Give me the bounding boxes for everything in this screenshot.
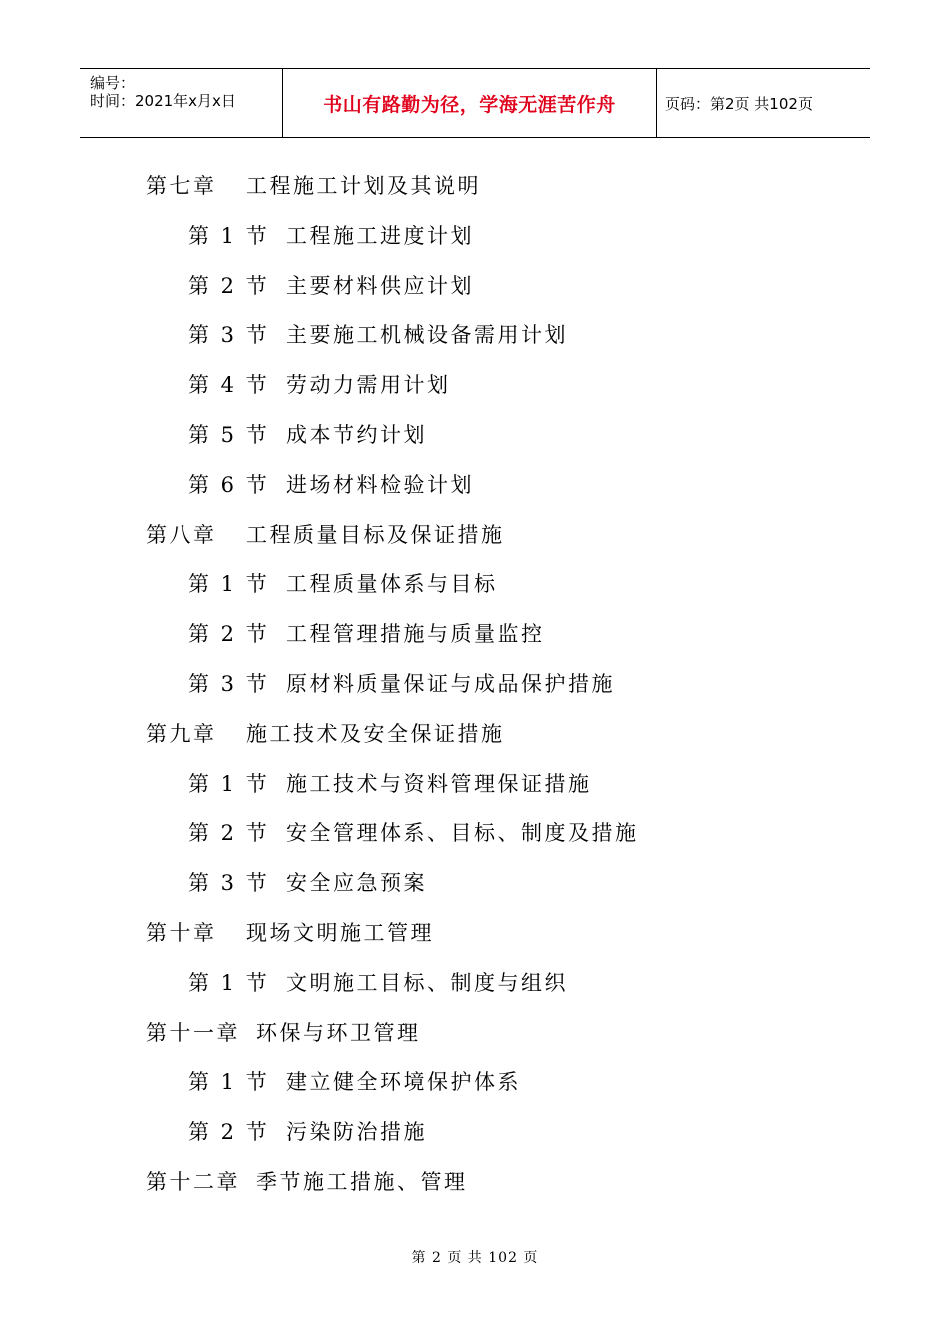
section-title: 建立健全环境保护体系	[286, 1070, 521, 1095]
chapter-title: 现场文明施工管理	[246, 921, 434, 945]
section-title: 工程管理措施与质量监控	[286, 622, 545, 647]
section-number: 第 1 节	[188, 1070, 270, 1095]
toc-section	[188, 967, 568, 997]
chapter-number: 第十一章	[146, 1020, 240, 1045]
toc-chapter	[146, 170, 481, 200]
section-title: 文明施工目标、制度与组织	[286, 970, 568, 995]
section-number: 第 2 节	[188, 622, 270, 647]
section-number: 第 3 节	[188, 323, 270, 348]
section-number: 第 1 节	[188, 572, 270, 597]
chapter-number: 第十二章	[146, 1170, 240, 1194]
chapter-number: 第八章	[146, 522, 217, 547]
header-meta	[80, 69, 282, 137]
toc-chapter	[146, 1017, 421, 1047]
toc-section	[188, 867, 427, 897]
chapter-number: 第七章	[146, 174, 217, 198]
section-title: 进场材料检验计划	[286, 472, 474, 497]
section-number: 第 2 节	[188, 1120, 270, 1145]
chapter-title: 工程施工计划及其说明	[246, 174, 481, 198]
chapter-title: 工程质量目标及保证措施	[246, 522, 505, 547]
section-number: 第 1 节	[188, 771, 270, 796]
toc-section	[188, 220, 474, 250]
toc-chapter	[146, 718, 505, 748]
section-title: 工程质量体系与目标	[286, 572, 498, 597]
toc-section	[188, 1116, 427, 1146]
section-title: 安全管理体系、目标、制度及措施	[286, 821, 639, 846]
page-footer: 第 2 页 共 102 页	[411, 1250, 539, 1266]
section-title: 主要材料供应计划	[286, 273, 474, 298]
toc-section	[188, 369, 451, 399]
toc-section	[188, 319, 568, 349]
toc-chapter	[146, 519, 505, 549]
section-number: 第 4 节	[188, 373, 270, 398]
section-number: 第 1 节	[188, 223, 270, 248]
toc-chapter	[146, 1166, 468, 1196]
section-title: 施工技术与资料管理保证措施	[286, 771, 592, 796]
toc-section	[188, 419, 427, 449]
header-page-info: 页码：第2页 共102页	[665, 94, 813, 113]
section-number: 第 3 节	[188, 871, 270, 896]
toc-section	[188, 668, 615, 698]
section-number: 第 6 节	[188, 472, 270, 497]
chapter-title: 施工技术及安全保证措施	[246, 721, 505, 746]
toc-section	[188, 469, 474, 499]
toc-section	[188, 618, 545, 648]
page-header	[80, 68, 870, 138]
section-title: 主要施工机械设备需用计划	[286, 323, 568, 348]
section-number: 第 5 节	[188, 423, 270, 447]
toc-section	[188, 817, 639, 847]
chapter-number: 第九章	[146, 721, 217, 746]
toc-section	[188, 270, 474, 300]
header-motto: 书山有路勤为径，学海无涯苦作舟	[323, 93, 616, 116]
section-title: 工程施工进度计划	[286, 223, 474, 248]
chapter-title: 环保与环卫管理	[256, 1020, 421, 1045]
section-title: 原材料质量保证与成品保护措施	[286, 672, 615, 696]
section-title: 成本节约计划	[286, 423, 427, 447]
toc-section	[188, 1066, 521, 1096]
chapter-title: 季节施工措施、管理	[256, 1170, 468, 1194]
section-title: 劳动力需用计划	[286, 373, 451, 398]
section-title: 污染防治措施	[286, 1120, 427, 1145]
toc-section	[188, 568, 498, 598]
document-number-label: 编号：	[90, 74, 136, 92]
document-time-label: 时间：2021年x月x日	[90, 92, 236, 110]
toc-section	[188, 768, 592, 798]
section-number: 第 1 节	[188, 970, 270, 995]
section-number: 第 2 节	[188, 273, 270, 298]
section-number: 第 3 节	[188, 672, 270, 696]
section-title: 安全应急预案	[286, 871, 427, 896]
chapter-number: 第十章	[146, 921, 217, 945]
toc-chapter	[146, 917, 434, 947]
section-number: 第 2 节	[188, 821, 270, 846]
